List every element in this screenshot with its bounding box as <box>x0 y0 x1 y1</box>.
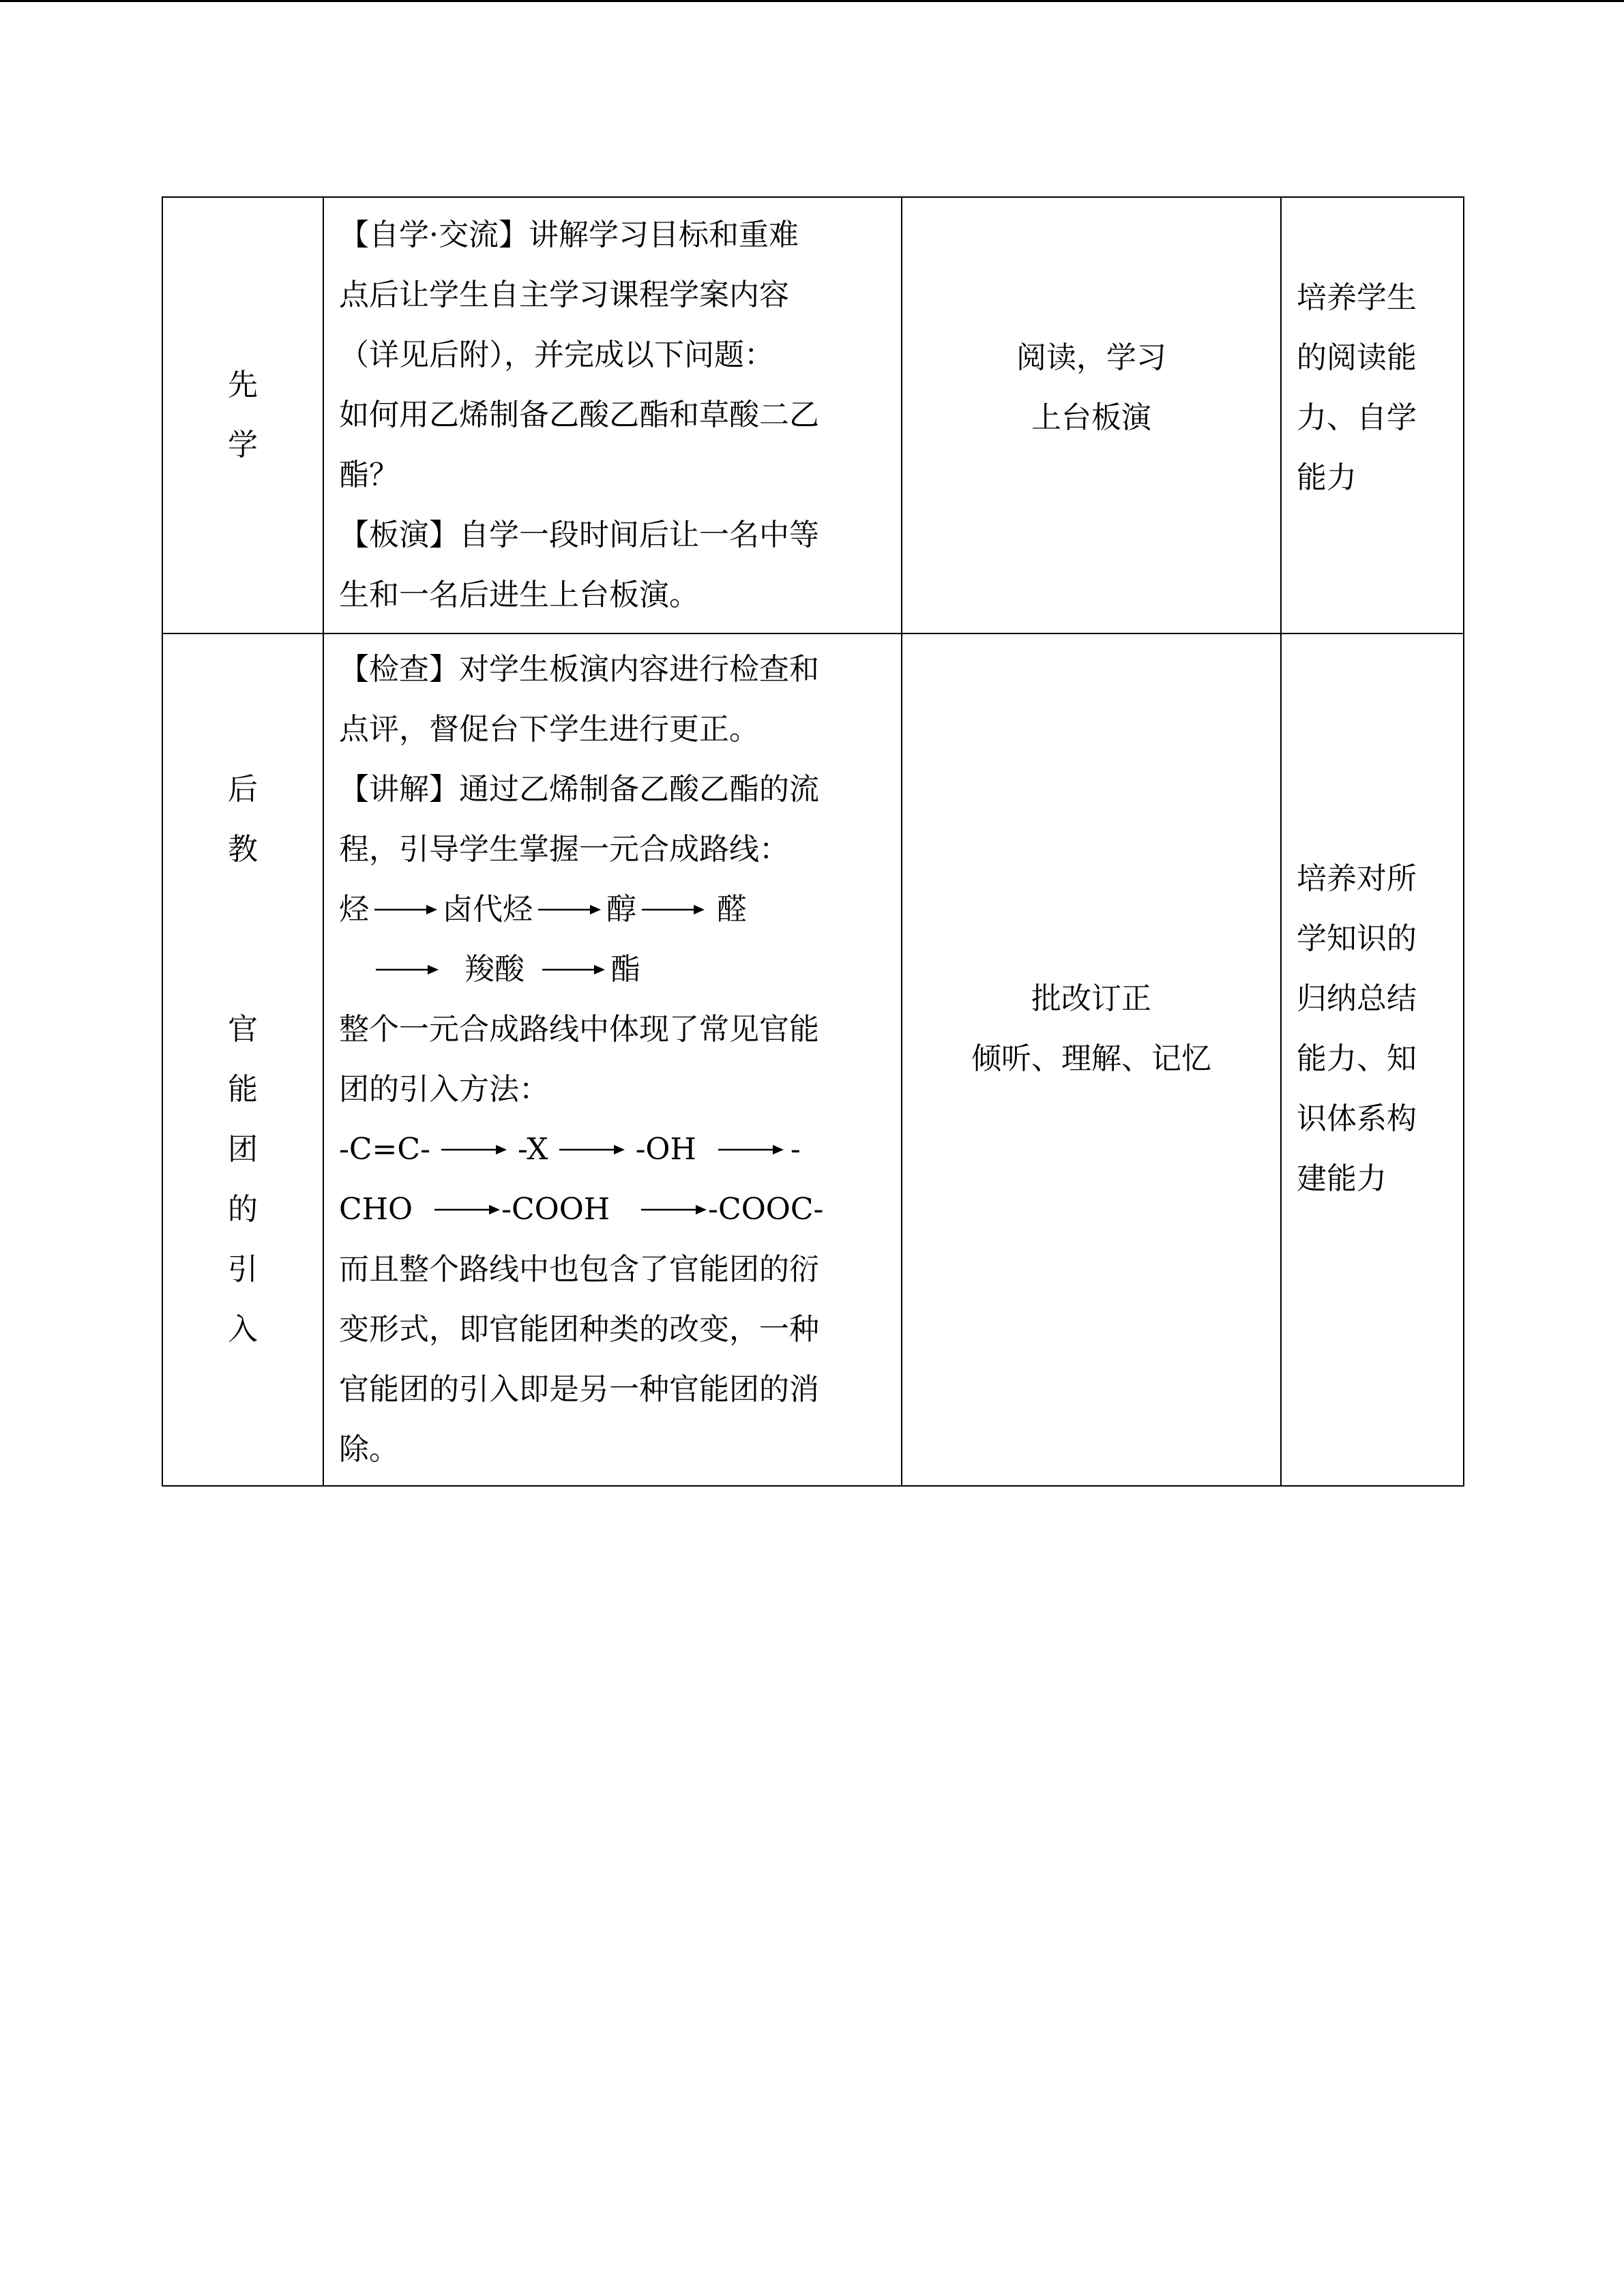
route-node: 羧酸 <box>464 952 525 987</box>
right-arrow-icon <box>640 1203 708 1217</box>
activity-line: 上台板演 <box>1031 400 1151 435</box>
purpose-line: 归纳总结 <box>1297 981 1417 1016</box>
purpose-cell <box>1281 197 1464 633</box>
route-node: 酯 <box>610 952 640 987</box>
stage-char: 官 <box>228 1012 258 1047</box>
page-top-border <box>0 0 1624 2</box>
content-cell <box>323 197 902 633</box>
purpose-cell <box>1281 633 1464 1486</box>
group-node: -COOC- <box>708 1192 824 1227</box>
activity-cell <box>902 197 1281 633</box>
right-arrow-icon <box>374 963 440 976</box>
route-node: 卤代烃 <box>443 892 533 927</box>
synthesis-route-line-1 <box>339 880 887 940</box>
purpose-line: 能力 <box>1297 460 1357 495</box>
purpose-line: 培养学生 <box>1297 280 1417 315</box>
stage-char: 团 <box>228 1132 258 1167</box>
right-arrow-icon <box>433 1203 501 1217</box>
purpose-line: 培养对所 <box>1297 861 1417 896</box>
content-cell <box>323 633 902 1486</box>
functional-group-line-1 <box>339 1120 887 1180</box>
content-line: 【检查】对学生板演内容进行检查和 <box>339 652 819 687</box>
purpose-line: 识体系构 <box>1297 1101 1417 1136</box>
group-node: - <box>790 1132 801 1167</box>
route-node: 醇 <box>606 892 636 927</box>
stage-cell <box>162 197 323 633</box>
content-line: 团的引入方法： <box>339 1072 549 1107</box>
activity-line: 阅读，学习 <box>1016 340 1166 375</box>
right-arrow-icon <box>440 1143 508 1157</box>
content-line: 点评，督促台下学生进行更正。 <box>339 712 759 747</box>
right-arrow-icon <box>640 903 706 916</box>
stage-char: 能 <box>228 1072 258 1107</box>
stage-char: 引 <box>228 1252 258 1287</box>
purpose-line: 的阅读能 <box>1297 340 1417 375</box>
group-node: CHO <box>339 1192 413 1227</box>
stage-char: 教 <box>228 832 258 867</box>
content-line: 如何用乙烯制备乙酸乙酯和草酸二乙 <box>339 398 819 432</box>
right-arrow-icon <box>717 1143 785 1157</box>
content-line: 整个一元合成路线中体现了常见官能 <box>339 1012 819 1047</box>
purpose-line: 建能力 <box>1297 1161 1387 1196</box>
activity-cell <box>902 633 1281 1486</box>
route-node: 烃 <box>339 892 369 927</box>
stage-char: 入 <box>228 1312 258 1347</box>
content-line: 程，引导学生掌握一元合成路线： <box>339 832 789 867</box>
lesson-plan-table <box>162 196 1464 1487</box>
stage-char: 先 <box>228 368 258 402</box>
group-node: -X <box>517 1132 548 1167</box>
stage-char: 的 <box>228 1192 258 1227</box>
content-line: 官能团的引入即是另一种官能团的消 <box>339 1372 819 1407</box>
content-line: 【讲解】通过乙烯制备乙酸乙酯的流 <box>339 772 819 807</box>
group-node: -C=C- <box>339 1132 430 1167</box>
right-arrow-icon <box>541 963 606 976</box>
content-line: 点后让学生自主学习课程学案内容 <box>339 278 789 312</box>
purpose-line: 学知识的 <box>1297 921 1417 956</box>
group-node: -COOH <box>501 1192 610 1227</box>
purpose-line: 能力、知 <box>1297 1041 1417 1076</box>
content-line: 【板演】自学一段时间后让一名中等 <box>339 518 819 552</box>
table-row-xianxue <box>162 197 1464 633</box>
activity-line: 倾听、理解、记忆 <box>971 1041 1211 1076</box>
functional-group-line-2 <box>339 1180 887 1240</box>
content-line: 生和一名后进生上台板演。 <box>339 578 699 612</box>
route-node: 醛 <box>717 892 747 927</box>
stage-cell <box>162 633 323 1486</box>
stage-char: 后 <box>228 772 258 807</box>
group-node: -OH <box>635 1132 696 1167</box>
activity-line: 批改订正 <box>1031 981 1151 1016</box>
content-line: 除。 <box>339 1432 399 1467</box>
right-arrow-icon <box>558 1143 626 1157</box>
content-line: 变形式，即官能团种类的改变，一种 <box>339 1312 819 1347</box>
content-line: （详见后附），并完成以下问题： <box>339 338 774 372</box>
right-arrow-icon <box>537 903 602 916</box>
content-line: 而且整个路线中也包含了官能团的衍 <box>339 1252 819 1287</box>
table-row-houjiao <box>162 633 1464 1486</box>
content-line: 酯？ <box>339 458 399 492</box>
stage-char: 学 <box>228 428 258 462</box>
synthesis-route-line-2 <box>339 940 887 1000</box>
content-line: 【自学·交流】讲解学习目标和重难 <box>339 218 799 252</box>
purpose-line: 力、自学 <box>1297 400 1417 435</box>
right-arrow-icon <box>373 903 439 916</box>
